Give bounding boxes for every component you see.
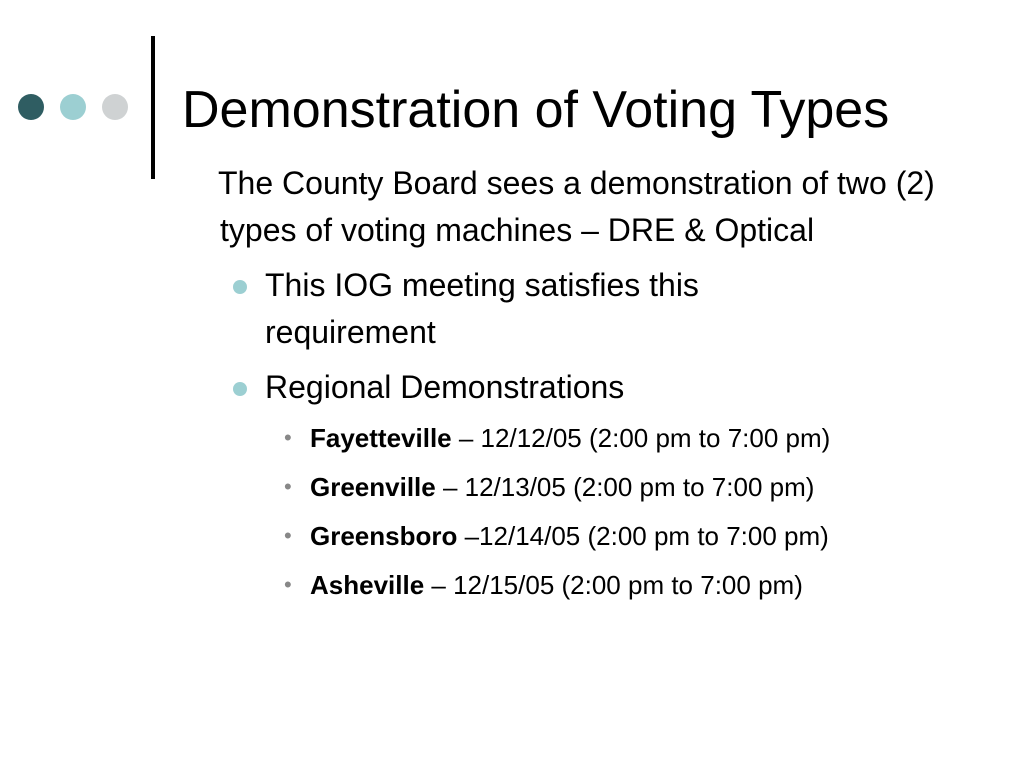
demonstration-date: – 12/15/05 (2:00 pm to 7:00 pm) bbox=[424, 570, 803, 600]
bullet-list bbox=[200, 262, 1000, 604]
dot-dark bbox=[18, 94, 44, 120]
dot-teal bbox=[60, 94, 86, 120]
demonstration-city: Greenville bbox=[310, 472, 436, 502]
sub-bullet-icon: • bbox=[284, 523, 292, 548]
decorative-dots bbox=[16, 94, 136, 122]
slide-title: Demonstration of Voting Types bbox=[182, 81, 890, 139]
demonstration-item bbox=[200, 566, 865, 604]
bullet-item bbox=[200, 364, 865, 604]
dot-light bbox=[102, 94, 128, 120]
sub-bullet-icon: • bbox=[284, 572, 292, 597]
demonstration-date: – 12/13/05 (2:00 pm to 7:00 pm) bbox=[435, 472, 815, 502]
bullet-item bbox=[200, 262, 865, 356]
demonstration-list bbox=[265, 419, 865, 604]
demonstration-city: Fayetteville bbox=[310, 423, 452, 453]
sub-bullet-icon: • bbox=[284, 425, 292, 450]
bullet-dot-icon bbox=[233, 280, 247, 294]
demonstration-item bbox=[200, 419, 865, 457]
demonstration-city: Greensboro bbox=[310, 521, 458, 551]
demonstration-item bbox=[200, 468, 865, 506]
demonstration-date: –12/14/05 (2:00 pm to 7:00 pm) bbox=[457, 521, 829, 551]
demonstration-city: Asheville bbox=[310, 570, 425, 600]
bullet-dot-icon bbox=[233, 382, 247, 396]
demonstration-date: – 12/12/05 (2:00 pm to 7:00 pm) bbox=[451, 423, 831, 453]
demonstration-item bbox=[200, 517, 865, 555]
sub-bullet-icon: • bbox=[284, 474, 292, 499]
intro-text: The County Board sees a demonstration of two (2) types of voting machines – DRE & Optical bbox=[218, 165, 935, 248]
bullet-text: Regional Demonstrations bbox=[265, 369, 625, 405]
bullet-text: This IOG meeting satisfies this requirement bbox=[265, 267, 699, 350]
slide-body bbox=[200, 160, 1000, 615]
title-divider bbox=[151, 36, 155, 179]
